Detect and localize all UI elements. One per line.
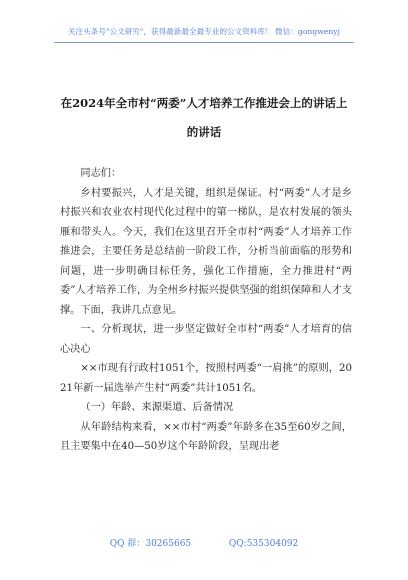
document-title: 在2024年全市村“两委”人才培养工作推进会上的讲话上: [60, 96, 348, 110]
header-divider: [54, 42, 354, 43]
document-body: [60, 164, 352, 457]
document-title-continuation: 的讲话: [186, 125, 222, 139]
body-paragraph: 乡村要振兴，人才是关键，组织是保证。村“两委”人才是乡村振兴和农业农村现代化过程中的第一梯队，是农村发展的领头雁和带头人。今天，我们在这里召开全市村“两委”人才培养工作推进会，主要任务是总结前一阶段工作，分析当前面临的形势和问题，进一步明确目标任务，强化工作措施，全力推进村“两委”人才培养工作，为全州乡村振兴提供坚强的组织保障和人才支撑。下面，我讲几点意见。: [60, 187, 352, 316]
footer-qq-number: QQ:535304092: [228, 539, 299, 549]
body-paragraph: 从年龄结构来看，××市村“两委”年龄多在35至60岁之间，且主要集中在40—50岁这个年龄阶段，呈现出老: [60, 421, 352, 452]
footer-contact: [0, 536, 408, 549]
footer-qq-group: QQ 群：30265665: [109, 539, 192, 549]
body-paragraph: ××市现有行政村1051个，按照村两委“一肩挑”的原则，2021年新一届选举产生村“两委”共计1051名。: [60, 363, 352, 394]
subsection-heading: （一）年龄、来源渠道、后备情况: [80, 402, 234, 413]
section-heading: 一、分析现状，进一步坚定做好全市村“两委”人才培育的信心决心: [60, 324, 352, 355]
header-banner: 关注头条号"公文研究"，获得最新最全最专业的公文资料库！ 微信：gongwenyj: [67, 27, 341, 36]
salutation: 同志们：: [80, 168, 122, 179]
